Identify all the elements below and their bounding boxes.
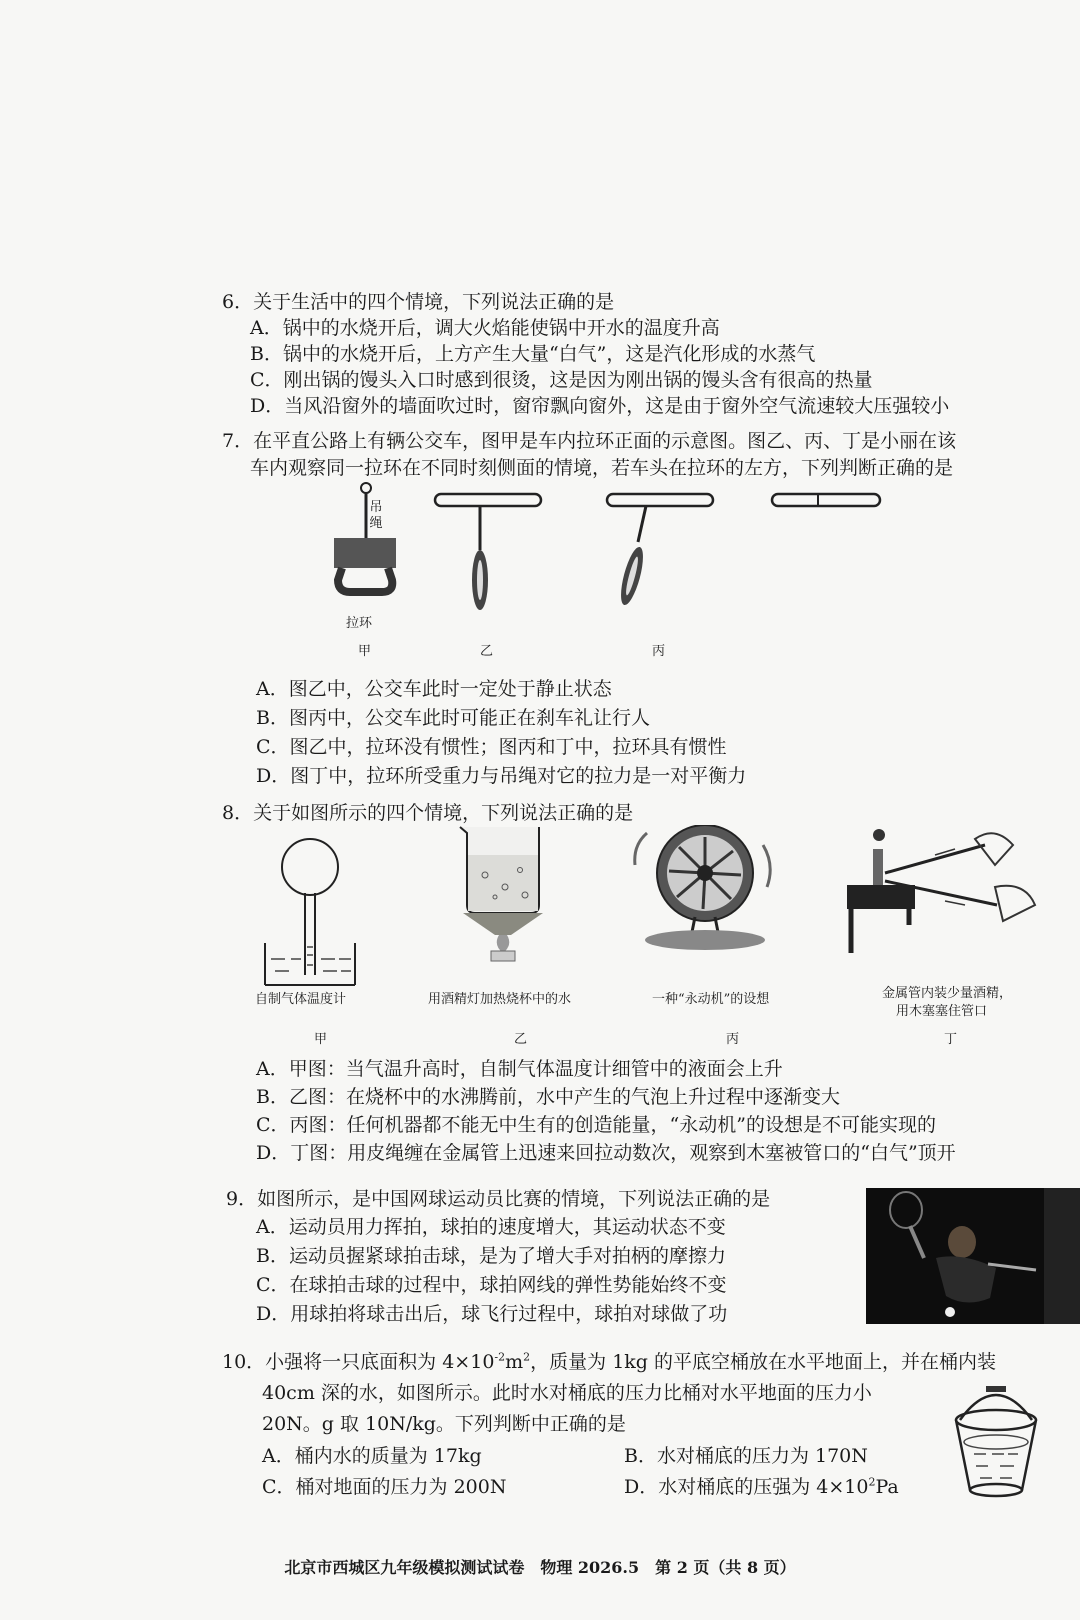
tennis-player-photo — [866, 1188, 1044, 1324]
page-footer: 北京市西城区九年级模拟测试试卷 物理 2026.5 第 2 页（共 8 页） — [284, 1558, 796, 1577]
q7-rope-label: 吊绳 — [369, 500, 383, 531]
q8-fig-label-ding: 丁 — [944, 1032, 958, 1047]
q6-option-c: C．刚出锅的馒头入口时感到很烫，这是因为刚出锅的馒头含有很高的热量 — [250, 369, 873, 391]
q8-figure-ding — [847, 829, 1035, 953]
q7-fig-label-jia: 甲 — [358, 644, 372, 659]
q7-figure-yi — [435, 494, 541, 610]
tennis-player-silhouette — [866, 1188, 1044, 1324]
q8-option-c: C．丙图：任何机器都不能无中生有的创造能量，“永动机”的设想是不可能实现的 — [256, 1114, 936, 1136]
q9-option-b: B．运动员握紧球拍击球，是为了增大手对拍柄的摩擦力 — [256, 1245, 726, 1267]
q10-line1-part-c: ，质量为 1kg 的平底空桶放在水平地面上，并在桶内装 — [530, 1351, 997, 1373]
photo-edge-shadow — [1044, 1188, 1080, 1324]
q9-option-d: D．用球拍将球击出后，球飞行过程中，球拍对球做了功 — [256, 1303, 728, 1325]
q9-option-a: A．运动员用力挥拍，球拍的速度增大，其运动状态不变 — [256, 1216, 726, 1238]
q7-figure-bing — [607, 494, 713, 607]
q10-option-c: C．桶对地面的压力为 200N — [262, 1476, 507, 1498]
q8-option-d: D．丁图：用皮绳缠在金属管上迅速来回拉动数次，观察到木塞被管口的“白气”顶开 — [256, 1142, 956, 1164]
q10-option-a: A．桶内水的质量为 17kg — [262, 1445, 482, 1467]
q6-option-b: B．锅中的水烧开后，上方产生大量“白气”，这是汽化形成的水蒸气 — [250, 343, 816, 365]
q8-caption-bing: 一种“永动机”的设想 — [652, 992, 770, 1007]
q7-handle-figures — [320, 480, 920, 650]
q10-bucket-figure — [946, 1380, 1046, 1500]
q7-figure-ding — [772, 494, 880, 506]
q9-stem: 9．如图所示，是中国网球运动员比赛的情境，下列说法正确的是 — [226, 1188, 771, 1210]
q8-figure-yi — [460, 827, 543, 961]
q7-stem-line1: 7．在平直公路上有辆公交车，图甲是车内拉环正面的示意图。图乙、丙、丁是小丽在该 — [222, 430, 957, 452]
q8-option-b: B．乙图：在烧杯中的水沸腾前，水中产生的气泡上升过程中逐渐变大 — [256, 1086, 840, 1108]
q8-caption-ding-line1: 金属管内装少量酒精， — [882, 986, 1013, 1001]
q8-figure-jia — [265, 839, 355, 985]
q7-option-a: A．图乙中，公交车此时一定处于静止状态 — [256, 678, 612, 700]
q7-stem-line2: 车内观察同一拉环在不同时刻侧面的情境，若车头在拉环的左方，下列判断正确的是 — [250, 457, 954, 479]
q10-option-d-sup: 2 — [868, 1475, 876, 1489]
q7-option-b: B．图丙中，公交车此时可能正在刹车礼让行人 — [256, 707, 650, 729]
q10-option-d-part-b: Pa — [875, 1476, 899, 1498]
q7-fig-label-bing: 丙 — [652, 644, 666, 659]
q8-caption-ding-line2: 用木塞塞住管口 — [896, 1004, 988, 1019]
q10-line1-part-b: m — [505, 1351, 524, 1373]
q10-option-b: B．水对桶底的压力为 170N — [624, 1445, 868, 1467]
q7-figure-jia — [334, 483, 396, 592]
q10-line1-sup1: -2 — [494, 1350, 506, 1364]
q8-fig-label-bing: 丙 — [726, 1032, 740, 1047]
q8-fig-label-jia: 甲 — [314, 1032, 328, 1047]
q7-fig-label-yi: 乙 — [480, 644, 494, 659]
q7-option-d: D．图丁中，拉环所受重力与吊绳对它的拉力是一对平衡力 — [256, 765, 747, 787]
q8-figures — [255, 825, 1045, 1000]
q10-option-d-part-a: D．水对桶底的压强为 4×10 — [624, 1476, 869, 1498]
q10-line2: 40cm 深的水，如图所示。此时水对桶底的压力比桶对水平地面的压力小 — [262, 1382, 872, 1404]
q8-caption-jia: 自制气体温度计 — [255, 992, 347, 1007]
q8-figure-bing — [635, 825, 770, 950]
q10-line1-part-a: 10．小强将一只底面积为 4×10 — [222, 1351, 495, 1373]
q6-option-d: D．当风沿窗外的墙面吹过时，窗帘飘向窗外，这是由于窗外空气流速较大压强较小 — [250, 395, 950, 417]
q8-stem: 8．关于如图所示的四个情境，下列说法正确的是 — [222, 802, 634, 824]
q9-option-c: C．在球拍击球的过程中，球拍网线的弹性势能始终不变 — [256, 1274, 727, 1296]
q8-option-a: A．甲图：当气温升高时，自制气体温度计细管中的液面会上升 — [256, 1058, 783, 1080]
q7-option-c: C．图乙中，拉环没有惯性；图丙和丁中，拉环具有惯性 — [256, 736, 727, 758]
q7-ring-label: 拉环 — [346, 616, 373, 631]
q10-line1-sup2: 2 — [523, 1350, 531, 1364]
q10-line3: 20N。g 取 10N/kg。下列判断中正确的是 — [262, 1413, 626, 1435]
q10-line1 — [222, 1350, 996, 1374]
q6-option-a: A．锅中的水烧开后，调大火焰能使锅中开水的温度升高 — [250, 317, 720, 339]
q10-option-d — [624, 1475, 899, 1499]
q8-fig-label-yi: 乙 — [514, 1032, 528, 1047]
q8-caption-yi: 用酒精灯加热烧杯中的水 — [428, 992, 572, 1007]
q6-stem: 6．关于生活中的四个情境，下列说法正确的是 — [222, 291, 615, 313]
